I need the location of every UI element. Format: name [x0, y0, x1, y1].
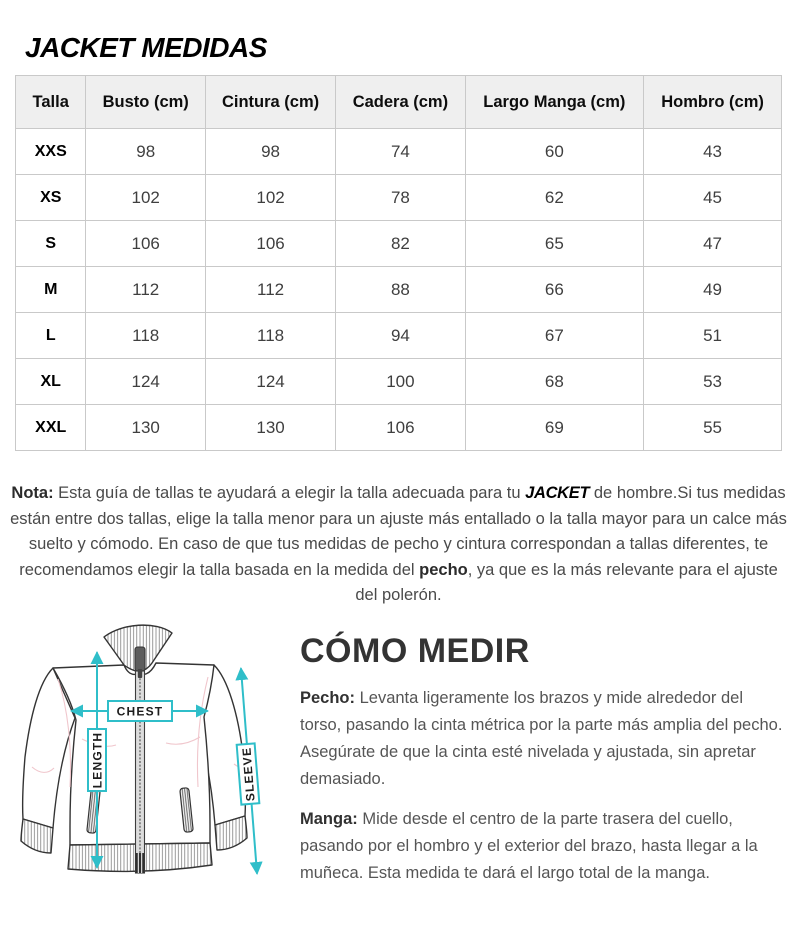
cell-manga: 67	[465, 313, 643, 359]
how-to-measure-section	[0, 617, 797, 910]
cell-cintura: 118	[205, 313, 335, 359]
size-table	[15, 75, 782, 451]
cell-hombro: 45	[644, 175, 782, 221]
cell-talla: XXS	[16, 129, 86, 175]
cell-cintura: 112	[205, 267, 335, 313]
cell-cadera: 78	[336, 175, 465, 221]
length-label	[88, 729, 106, 791]
svg-text:SLEEVE: SLEEVE	[239, 745, 258, 802]
cell-busto: 102	[86, 175, 205, 221]
svg-text:CHEST: CHEST	[116, 704, 164, 718]
size-table-header	[16, 76, 782, 129]
page-title: JACKET MEDIDAS	[25, 32, 267, 63]
header-cadera: Cadera (cm)	[336, 76, 465, 129]
table-row	[16, 405, 782, 451]
cell-cintura: 106	[205, 221, 335, 267]
nota-brand: JACKET	[525, 484, 590, 502]
header-row	[16, 76, 782, 129]
nota-paragraph	[10, 481, 788, 609]
cell-manga: 65	[465, 221, 643, 267]
jacket-diagram	[20, 617, 288, 910]
cell-cadera: 106	[336, 405, 465, 451]
measure-instructions	[288, 617, 797, 910]
cell-cadera: 82	[336, 221, 465, 267]
cell-talla: XXL	[16, 405, 86, 451]
nota-text-3: , ya que es la más relevante para el ajuste del polerón.	[355, 560, 778, 604]
svg-text:LENGTH: LENGTH	[90, 731, 105, 788]
header-hombro: Hombro (cm)	[644, 76, 782, 129]
cell-busto: 98	[86, 129, 205, 175]
cell-cadera: 100	[336, 359, 465, 405]
chest-label	[108, 701, 172, 721]
pecho-paragraph	[300, 685, 787, 793]
manga-paragraph	[300, 806, 787, 887]
table-row	[16, 175, 782, 221]
header-cintura: Cintura (cm)	[205, 76, 335, 129]
nota-text-1: Esta guía de tallas te ayudará a elegir la talla adecuada para tu	[53, 484, 526, 502]
header-busto: Busto (cm)	[86, 76, 205, 129]
jacket-measure-illustration	[20, 617, 268, 905]
table-row	[16, 129, 782, 175]
cell-cintura: 124	[205, 359, 335, 405]
nota-bold-word: pecho	[419, 560, 468, 579]
cell-talla: L	[16, 313, 86, 359]
cell-hombro: 51	[644, 313, 782, 359]
header-talla: Talla	[16, 76, 86, 129]
nota-text-2: de hombre.Si tus medidas están entre dos tallas, elige la talla menor para un ajuste más entallado o la talla mayor para un calce más suelto y cómodo. En caso de que tus medidas de pecho y cintura correspondan a tallas diferentes, te recomendamos elegir la talla basada en la medida del	[10, 484, 787, 579]
cell-hombro: 53	[644, 359, 782, 405]
cell-manga: 69	[465, 405, 643, 451]
size-guide-page	[0, 34, 797, 910]
table-row	[16, 359, 782, 405]
cell-cadera: 94	[336, 313, 465, 359]
cell-busto: 130	[86, 405, 205, 451]
cell-busto: 118	[86, 313, 205, 359]
manga-label: Manga:	[300, 809, 358, 828]
cell-cadera: 74	[336, 129, 465, 175]
cell-hombro: 47	[644, 221, 782, 267]
cell-busto: 106	[86, 221, 205, 267]
cell-cintura: 130	[205, 405, 335, 451]
cell-hombro: 43	[644, 129, 782, 175]
size-table-body	[16, 129, 782, 451]
cell-manga: 62	[465, 175, 643, 221]
cell-talla: S	[16, 221, 86, 267]
cell-busto: 112	[86, 267, 205, 313]
cell-cadera: 88	[336, 267, 465, 313]
manga-text: Mide desde el centro de la parte trasera del cuello, pasando por el hombro y el exterior del brazo, hasta llegar a la muñeca. Esta medida te dará el largo total de la manga.	[300, 809, 758, 882]
cell-talla: XL	[16, 359, 86, 405]
table-row	[16, 267, 782, 313]
table-row	[16, 221, 782, 267]
cell-cintura: 102	[205, 175, 335, 221]
cell-talla: M	[16, 267, 86, 313]
cell-talla: XS	[16, 175, 86, 221]
jacket-zipper	[135, 647, 145, 873]
cell-cintura: 98	[205, 129, 335, 175]
table-row	[16, 313, 782, 359]
como-medir-title: CÓMO MEDIR	[300, 631, 530, 670]
header-largo-manga: Largo Manga (cm)	[465, 76, 643, 129]
cell-hombro: 55	[644, 405, 782, 451]
cell-busto: 124	[86, 359, 205, 405]
cell-manga: 68	[465, 359, 643, 405]
cell-manga: 66	[465, 267, 643, 313]
nota-label: Nota:	[11, 484, 54, 502]
sleeve-label	[237, 743, 260, 804]
pecho-label: Pecho:	[300, 688, 356, 707]
pecho-text: Levanta ligeramente los brazos y mide alrededor del torso, pasando la cinta métrica por la parte más amplia del pecho. Asegúrate de que la cinta esté nivelada y ajustada, sin apretar demasiado.	[300, 688, 783, 788]
cell-hombro: 49	[644, 267, 782, 313]
cell-manga: 60	[465, 129, 643, 175]
